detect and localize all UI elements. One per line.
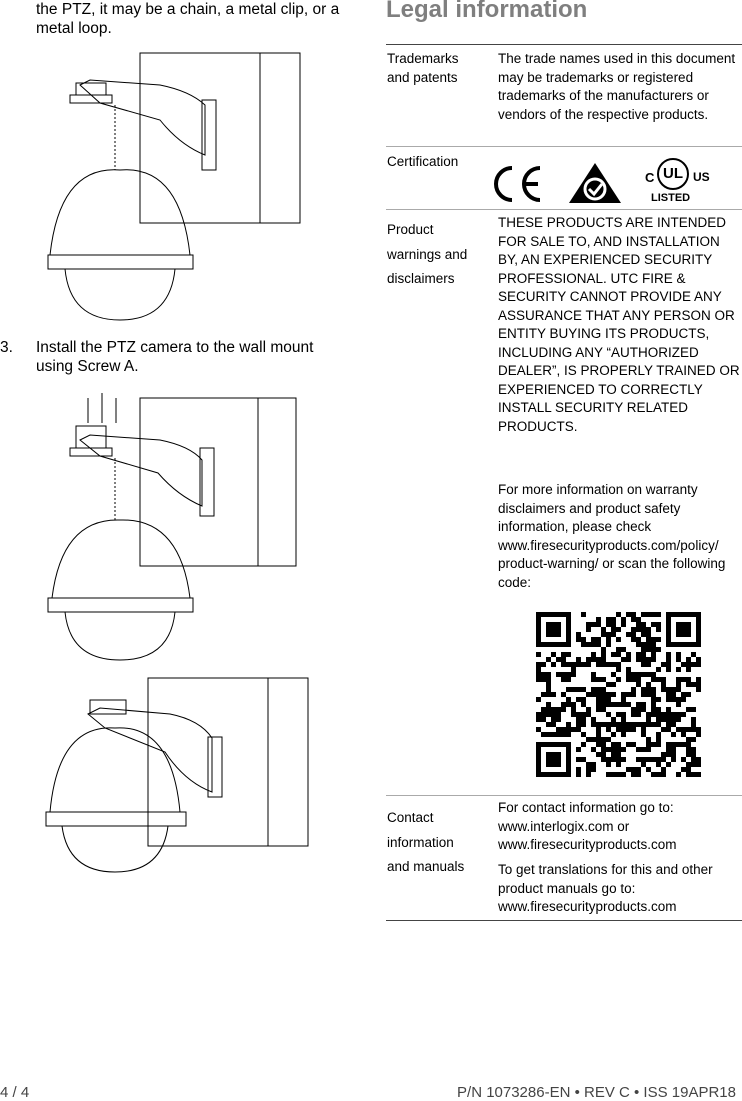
ul-us-text: US: [693, 170, 710, 184]
warnings-label: Product warnings and disclaimers: [387, 222, 468, 286]
table-top-rule: [386, 44, 742, 45]
step3-text: Install the PTZ camera to the wall mount using Screw A.: [36, 339, 314, 375]
row-divider: [386, 146, 742, 147]
warranty-info-text: For more information on warranty disclaimers and product safety information, please check www.firesecurityproducts.com/policy/ product-warning/ or scan the following code:: [498, 482, 726, 590]
ce-mark-icon: [488, 164, 548, 204]
rcm-mark-icon: [566, 160, 624, 206]
step2-continued-text: the PTZ, it may be a chain, a metal clip, or a metal loop.: [36, 1, 340, 37]
trademarks-text: The trade names used in this document may be trademarks or registered trademarks of the manufacturers or vendors of the respective products.: [498, 51, 736, 122]
contact-label: Contact information and manuals: [387, 810, 465, 874]
trademarks-label: Trademarks and patents: [387, 51, 459, 85]
ul-circle-text: UL: [657, 158, 689, 190]
ul-listed-text: LISTED: [651, 192, 691, 204]
part-number: P/N 1073286-EN • REV C • ISS 19APR18: [457, 1084, 736, 1101]
translations-text: To get translations for this and other product manuals go to: www.firesecurityproducts.com: [498, 862, 713, 914]
page-number: 4 / 4: [0, 1084, 30, 1101]
ul-listed-mark-icon: [645, 158, 713, 208]
contact-text: For contact information go to: www.interlogix.com or www.firesecurityproducts.com: [498, 800, 677, 852]
row-divider: [386, 795, 742, 796]
figure-ptz-installed: [40, 672, 310, 882]
qr-code[interactable]: [536, 612, 701, 777]
figure-ptz-install-screws: [40, 388, 310, 668]
table-bottom-rule: [386, 920, 742, 921]
step3-number: 3.: [0, 339, 13, 356]
certification-label: Certification: [387, 154, 459, 169]
warnings-text: THESE PRODUCTS ARE INTENDED FOR SALE TO, AND INSTALLATION BY, AN EXPERIENCED SECURITY PROFESSIONAL. UTC FIRE & SECURITY CANNOT PROVIDE ANY ASSURANCE THAT ANY PERSON OR ENTITY BUYING ITS PRODUCTS, INCLUDING ANY “AUTHORIZED DEALER”, IS PROPERLY TRAINED OR EXPERIENCED TO CORRECTLY INSTALL SECURITY RELATED PRODUCTS.: [498, 215, 740, 434]
legal-title: Legal information: [386, 0, 588, 23]
ul-c-text: C: [645, 170, 655, 185]
figure-ptz-hanging: [40, 45, 310, 325]
row-divider: [386, 209, 742, 210]
